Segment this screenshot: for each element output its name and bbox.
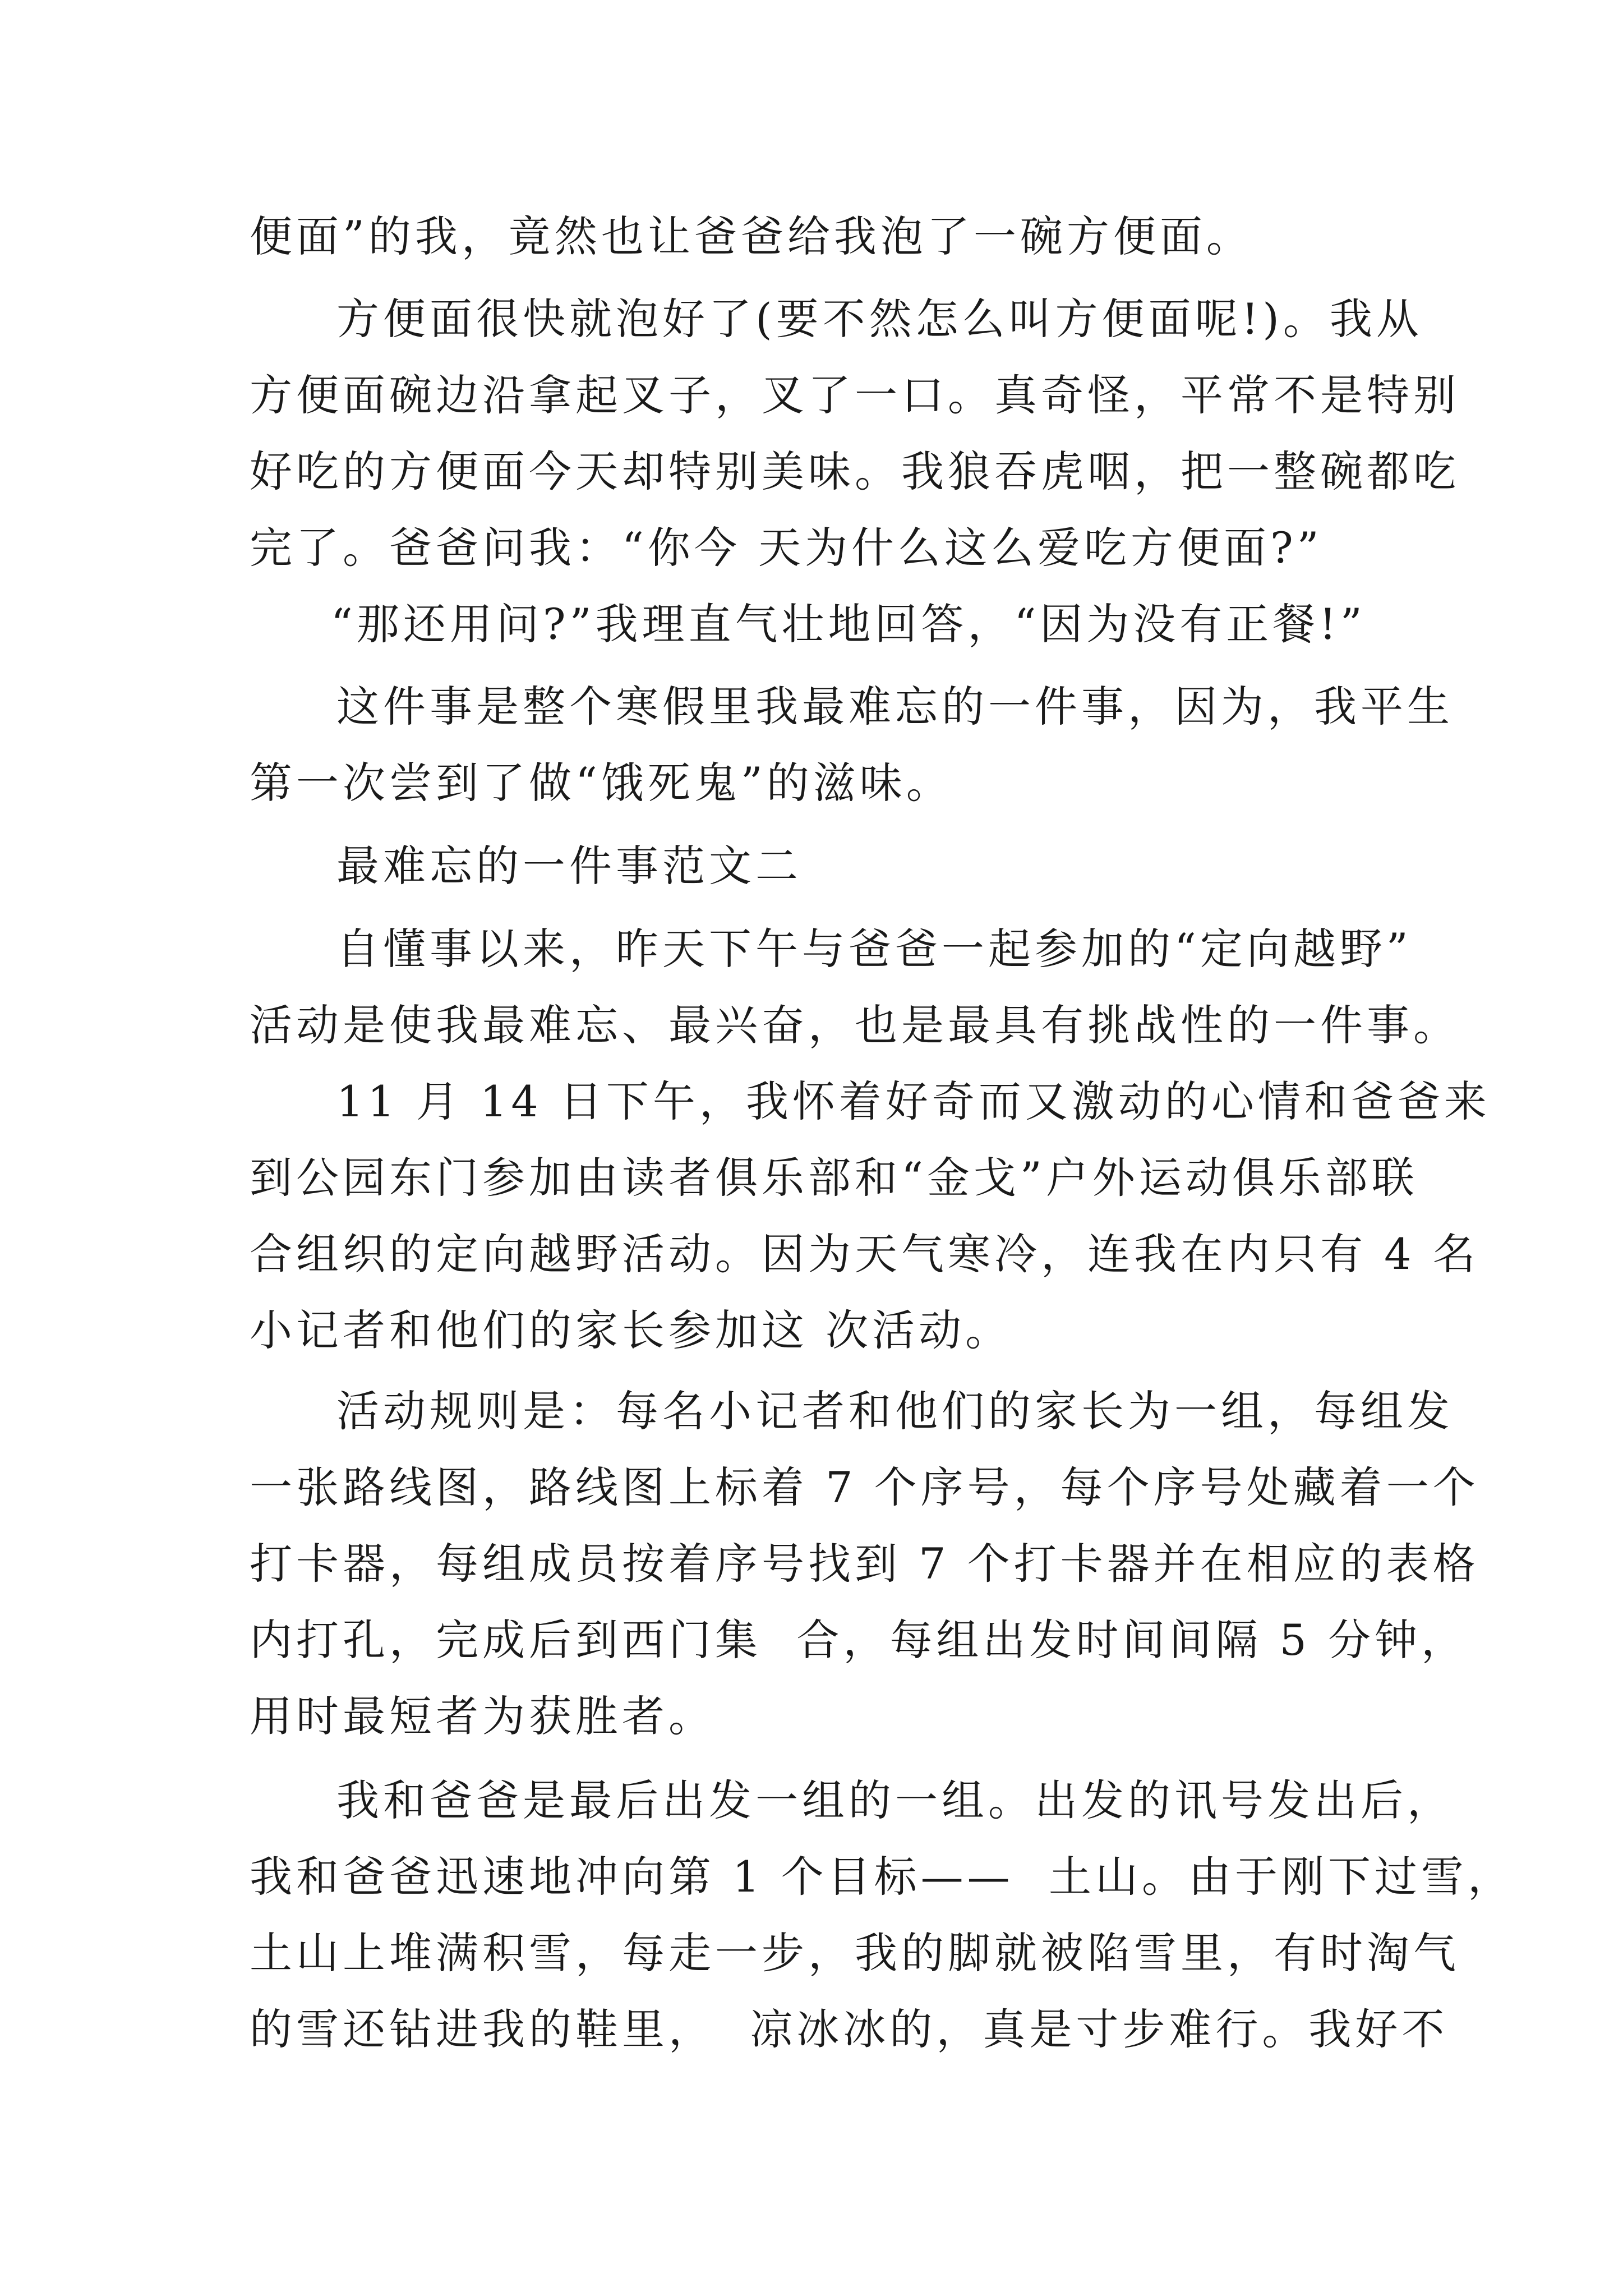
text-line: 合组织的定向越野活动。因为天气寒冷，连我在内只有 4 名 <box>250 1229 1479 1279</box>
text-line: 好吃的方便面今天却特别美味。我狼吞虎咽，把一整碗都吃 <box>250 447 1460 496</box>
paragraph-start-line: 自懂事以来，昨天下午与爸爸一起参加的“定向越野” <box>336 924 1412 974</box>
text-line: 我和爸爸迅速地冲向第 1 个目标—— 土山。由于刚下过雪， <box>250 1852 1514 1902</box>
text-line: 打卡器，每组成员按着序号找到 7 个打卡器并在相应的表格 <box>250 1539 1479 1589</box>
text-line: 的雪还钻进我的鞋里， 凉冰冰的，真是寸步难行。我好不 <box>250 2004 1449 2054</box>
text-line: 第一次尝到了做“饿死鬼”的滋味。 <box>250 758 953 808</box>
text-line: 一张路线图，路线图上标着 7 个序号，每个序号处藏着一个 <box>250 1462 1479 1512</box>
section-heading: 最难忘的一件事范文二 <box>336 841 802 891</box>
text-line: 内打孔，完成后到西门集 合，每组出发时间间隔 5 分钟， <box>250 1615 1468 1665</box>
text-line: 活动是使我最难忘、最兴奋，也是最具有挑战性的一件事。 <box>250 1000 1460 1050</box>
paragraph-start-line: 我和爸爸是最后出发一组的一组。出发的讯号发出后， <box>336 1775 1454 1825</box>
paragraph-start-line: 活动规则是：每名小记者和他们的家长为一组，每组发 <box>336 1386 1454 1436</box>
text-line: 土山上堆满积雪，每走一步，我的脚就被陷雪里，有时淘气 <box>250 1928 1460 1978</box>
text-line: 方便面碗边沿拿起叉子，叉了一口。真奇怪，平常不是特别 <box>250 370 1460 420</box>
text-line: 完了。爸爸问我：“你今 天为什么这么爱吃方便面?” <box>250 523 1323 573</box>
paragraph-start-line: 11 月 14 日下午，我怀着好奇而又激动的心情和爸爸来 <box>336 1076 1491 1126</box>
text-line: 便面”的我，竟然也让爸爸给我泡了一碗方便面。 <box>250 211 1253 261</box>
paragraph-start-line: 方便面很快就泡好了(要不然怎么叫方便面呢!)。我从 <box>336 294 1423 344</box>
paragraph-start-line: “那还用问?”我理直气壮地回答，“因为没有正餐!” <box>331 599 1366 649</box>
paragraph-start-line: 这件事是整个寒假里我最难忘的一件事，因为，我平生 <box>336 682 1454 731</box>
text-line: 用时最短者为获胜者。 <box>250 1691 715 1741</box>
text-line: 小记者和他们的家长参加这 次活动。 <box>250 1305 1012 1355</box>
text-line: 到公园东门参加由读者俱乐部和“金戈”户外运动俱乐部联 <box>250 1153 1418 1203</box>
